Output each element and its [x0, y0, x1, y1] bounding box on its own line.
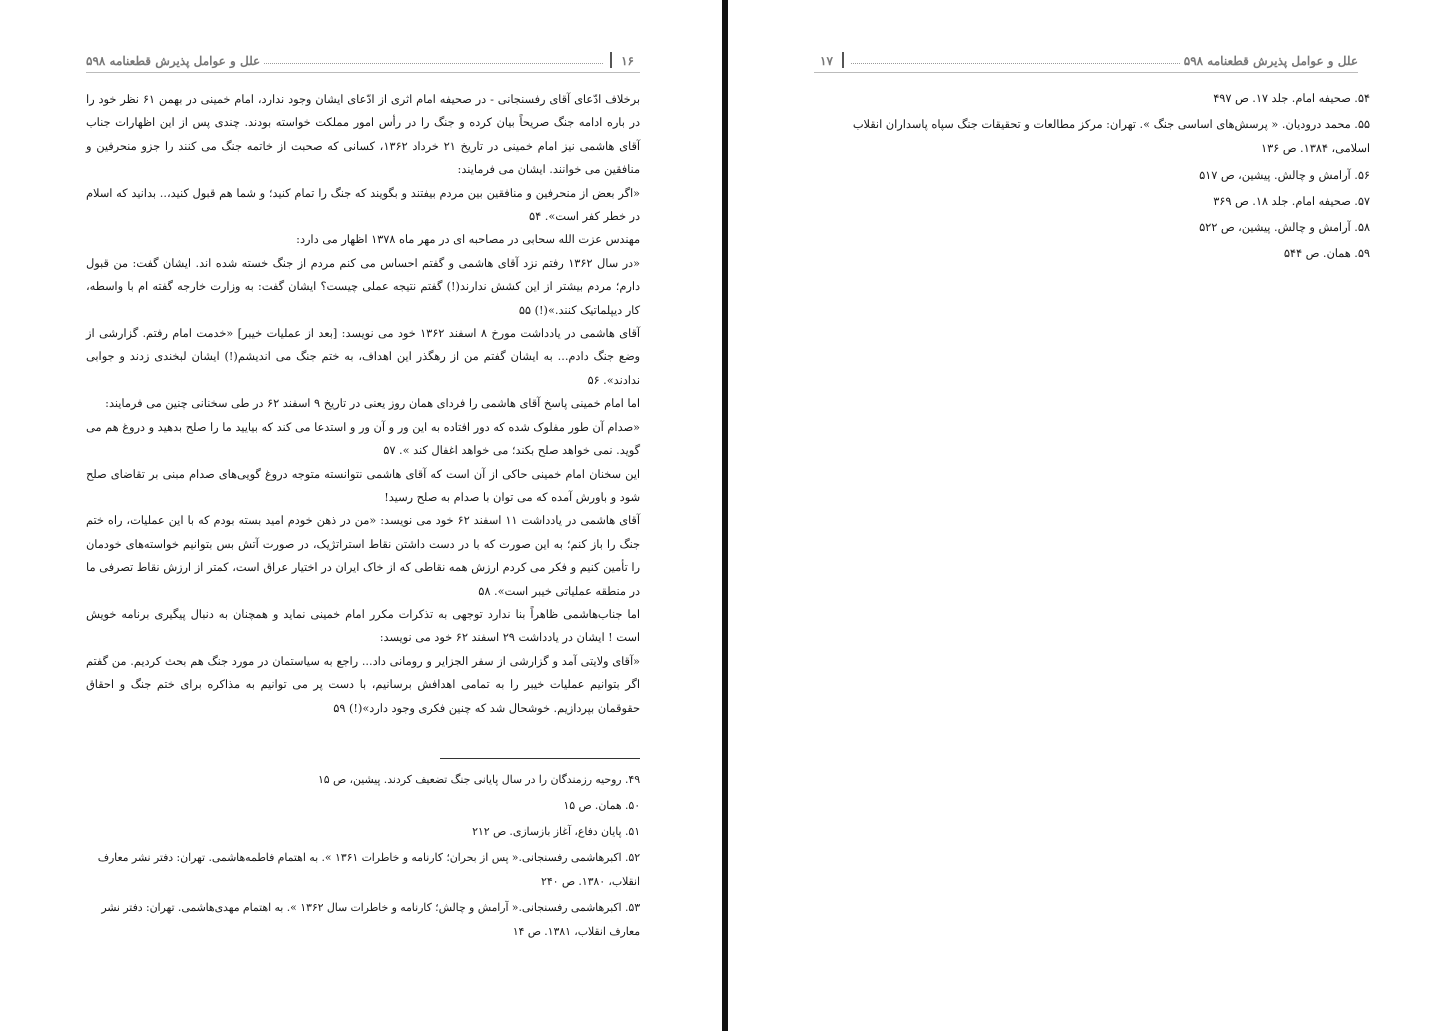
- page-number: ۱۶: [621, 54, 634, 68]
- right-page: [728, 0, 1454, 1031]
- footnote: ۵۶. آرامش و چالش. پیشین، ص ۵۱۷: [1199, 168, 1370, 182]
- footnotes: [814, 87, 1370, 268]
- footnote: ۵۵. محمد درودیان. « پرسش‌های اساسی جنگ ». تهران: مرکز مطالعات و تحقیقات جنگ سپاه پاسداران انقلاب اسلامی، ۱۳۸۴. ص ۱۳۶: [852, 118, 1370, 156]
- body-text: [86, 88, 640, 720]
- running-title: علل و عوامل پذیرش قطعنامه ۵۹۸: [86, 54, 261, 68]
- header-separator: [842, 52, 844, 68]
- footnote: ۵۴. صحیفه امام. جلد ۱۷. ص ۴۹۷: [1213, 92, 1370, 105]
- left-page: [0, 0, 722, 1031]
- left-page-header: [86, 48, 640, 68]
- paragraph: آقای هاشمی در یادداشت ۱۱ اسفند ۶۲ خود می نویسد: «من در ذهن خودم امید بسته بودم که با این عملیات، راه ختم جنگ را باز کنم؛ به این صورت که با در دست داشتن نقاط استراتژیک، در صورت آتش بس بتوانیم خواسته‌های خودمان را تأمین کنیم و فکر می کردم ارزش همه نقاطی که از خاک ایران در اختیار عراق است، کمتر از ارزش نقاط تصرفی ما در منطقه عملیاتی خیبر است». ۵۸: [86, 514, 640, 598]
- header-rule: [814, 72, 1358, 73]
- right-page-header: [814, 48, 1358, 68]
- paragraph: این سخنان امام خمینی حاکی از آن است که آقای هاشمی نتوانسته متوجه دروغ گویی‌های صدام مبنی بر تقاضای صلح شود و باورش آمده که می توان با صدام به صلح رسید!: [86, 467, 640, 504]
- quote-paragraph: «صدام آن طور مفلوک شده که دور افتاده به این ور و آن ور و استدعا می کند که بیایید ما را صلح بدهید و دروغ هم می گوید. نمی خواهد صلح بکند؛ می خواهد اغفال کند ». ۵۷: [86, 420, 640, 458]
- paragraph: آقای هاشمی در یادداشت مورخ ۸ اسفند ۱۳۶۲ خود می نویسد: [بعد از عملیات خیبر] «خدمت امام رفتم. گزارشی از وضع جنگ دادم... به ایشان گفتم من از رهگذر این اهداف، به ختم جنگ می اندیشم(!) ایشان لبخندی زدند و جوابی ندادند». ۵۶: [86, 327, 640, 387]
- header-separator: [610, 52, 612, 68]
- quote-paragraph: «اگر بعض از منحرفین و منافقین بین مردم بیفتند و بگویند که جنگ را تمام کنید؛ و شما هم قبول کنید،.. بدانید که اسلام در خطر کفر است». ۵۴: [86, 186, 640, 224]
- paragraph: برخلاف ادّعای آقای رفسنجانی - در صحیفه امام اثری از ادّعای ایشان وجود ندارد، امام خمینی در بهمن ۶۱ نظر خود را در باره ادامه جنگ صریحاً بیان کرده و جنگ را در رأس امور مملکت خواسته بودند. چندی پس از این اظهارات جناب آقای هاشمی نیز امام خمینی در تاریخ ۲۱ خرداد ۱۳۶۲، کسانی که صحبت از خاتمه جنگ می کنند را جزو منحرفین و منافقین می خوانند. ایشان می فرمایند:: [86, 93, 640, 177]
- footnote: ۵۹. همان. ص ۵۴۴: [1283, 247, 1370, 261]
- paragraph: اما امام خمینی پاسخ آقای هاشمی را فردای همان روز یعنی در تاریخ ۹ اسفند ۶۲ در طی سخنانی چنین می فرمایند:: [105, 397, 640, 411]
- footnote: ۵۲. اکبرهاشمی رفسنجانی.« پس از بحران؛ کارنامه و خاطرات ۱۳۶۱ ». به اهتمام فاطمه‌هاشمی. تهران: دفتر نشر معارف انقلاب، ۱۳۸۰. ص ۲۴۰: [97, 851, 640, 888]
- footnote: ۵۳. اکبرهاشمی رفسنجانی.« آرامش و چالش؛ کارنامه و خاطرات سال ۱۳۶۲ ». به اهتمام مهدی‌هاشمی. تهران: دفتر نشر معارف انقلاب، ۱۳۸۱. ص ۱۴: [101, 901, 640, 938]
- footnotes: [86, 768, 640, 946]
- footnote: ۵۸. آرامش و چالش. پیشین، ص ۵۲۲: [1199, 221, 1370, 235]
- running-title: علل و عوامل پذیرش قطعنامه ۵۹۸: [1183, 54, 1358, 68]
- paragraph: اما جناب‌هاشمی ظاهراً بنا ندارد توجهی به تذکرات مکرر امام خمینی نماید و همچنان به دنبال پیگیری برنامه خویش است ! ایشان در یادداشت ۲۹ اسفند ۶۲ خود می نویسد:: [86, 607, 640, 645]
- footnote-separator: [440, 758, 640, 759]
- footnote: ۵۱. پایان دفاع، آغاز بازسازی. ص ۲۱۲: [472, 825, 640, 838]
- footnote: ۵۷. صحیفه امام. جلد ۱۸. ص ۳۶۹: [1213, 194, 1370, 208]
- page-number: ۱۷: [820, 54, 833, 68]
- footnote: ۵۰. همان. ص ۱۵: [563, 799, 640, 812]
- header-dotted-leader: [851, 63, 1180, 64]
- footnote: ۴۹. روحیه رزمندگان را در سال پایانی جنگ تضعیف کردند. پیشین، ص ۱۵: [317, 773, 640, 786]
- paragraph: مهندس عزت الله سحابی در مصاحبه ای در مهر ماه ۱۳۷۸ اظهار می دارد:: [296, 233, 640, 247]
- header-rule: [86, 72, 640, 73]
- quote-paragraph: «آقای ولایتی آمد و گزارشی از سفر الجزایر و رومانی داد... راجع به سیاستمان در مورد جنگ هم بحث کردیم. من گفتم اگر بتوانیم عملیات خیبر را به تمامی اهدافش برسانیم، با دست پر می توانیم به مذاکره برای ختم جنگ و احقاق حقوقمان بپردازیم. خوشحال شد که چنین فکری وجود دارد»(!) ۵۹: [86, 654, 640, 715]
- header-dotted-leader: [264, 63, 603, 64]
- quote-paragraph: «در سال ۱۳۶۲ رفتم نزد آقای هاشمی و گفتم احساس می کنم مردم از جنگ خسته شده اند. ایشان گفت: من قبول دارم؛ مردم بیشتر از این کشش ندارند(!) گفتم نتیجه عملی چیست؟ ایشان گفت: به وزارت خارجه گفته ام با واسطه، کار دیپلماتیک کنند.»(!) ۵۵: [86, 256, 640, 317]
